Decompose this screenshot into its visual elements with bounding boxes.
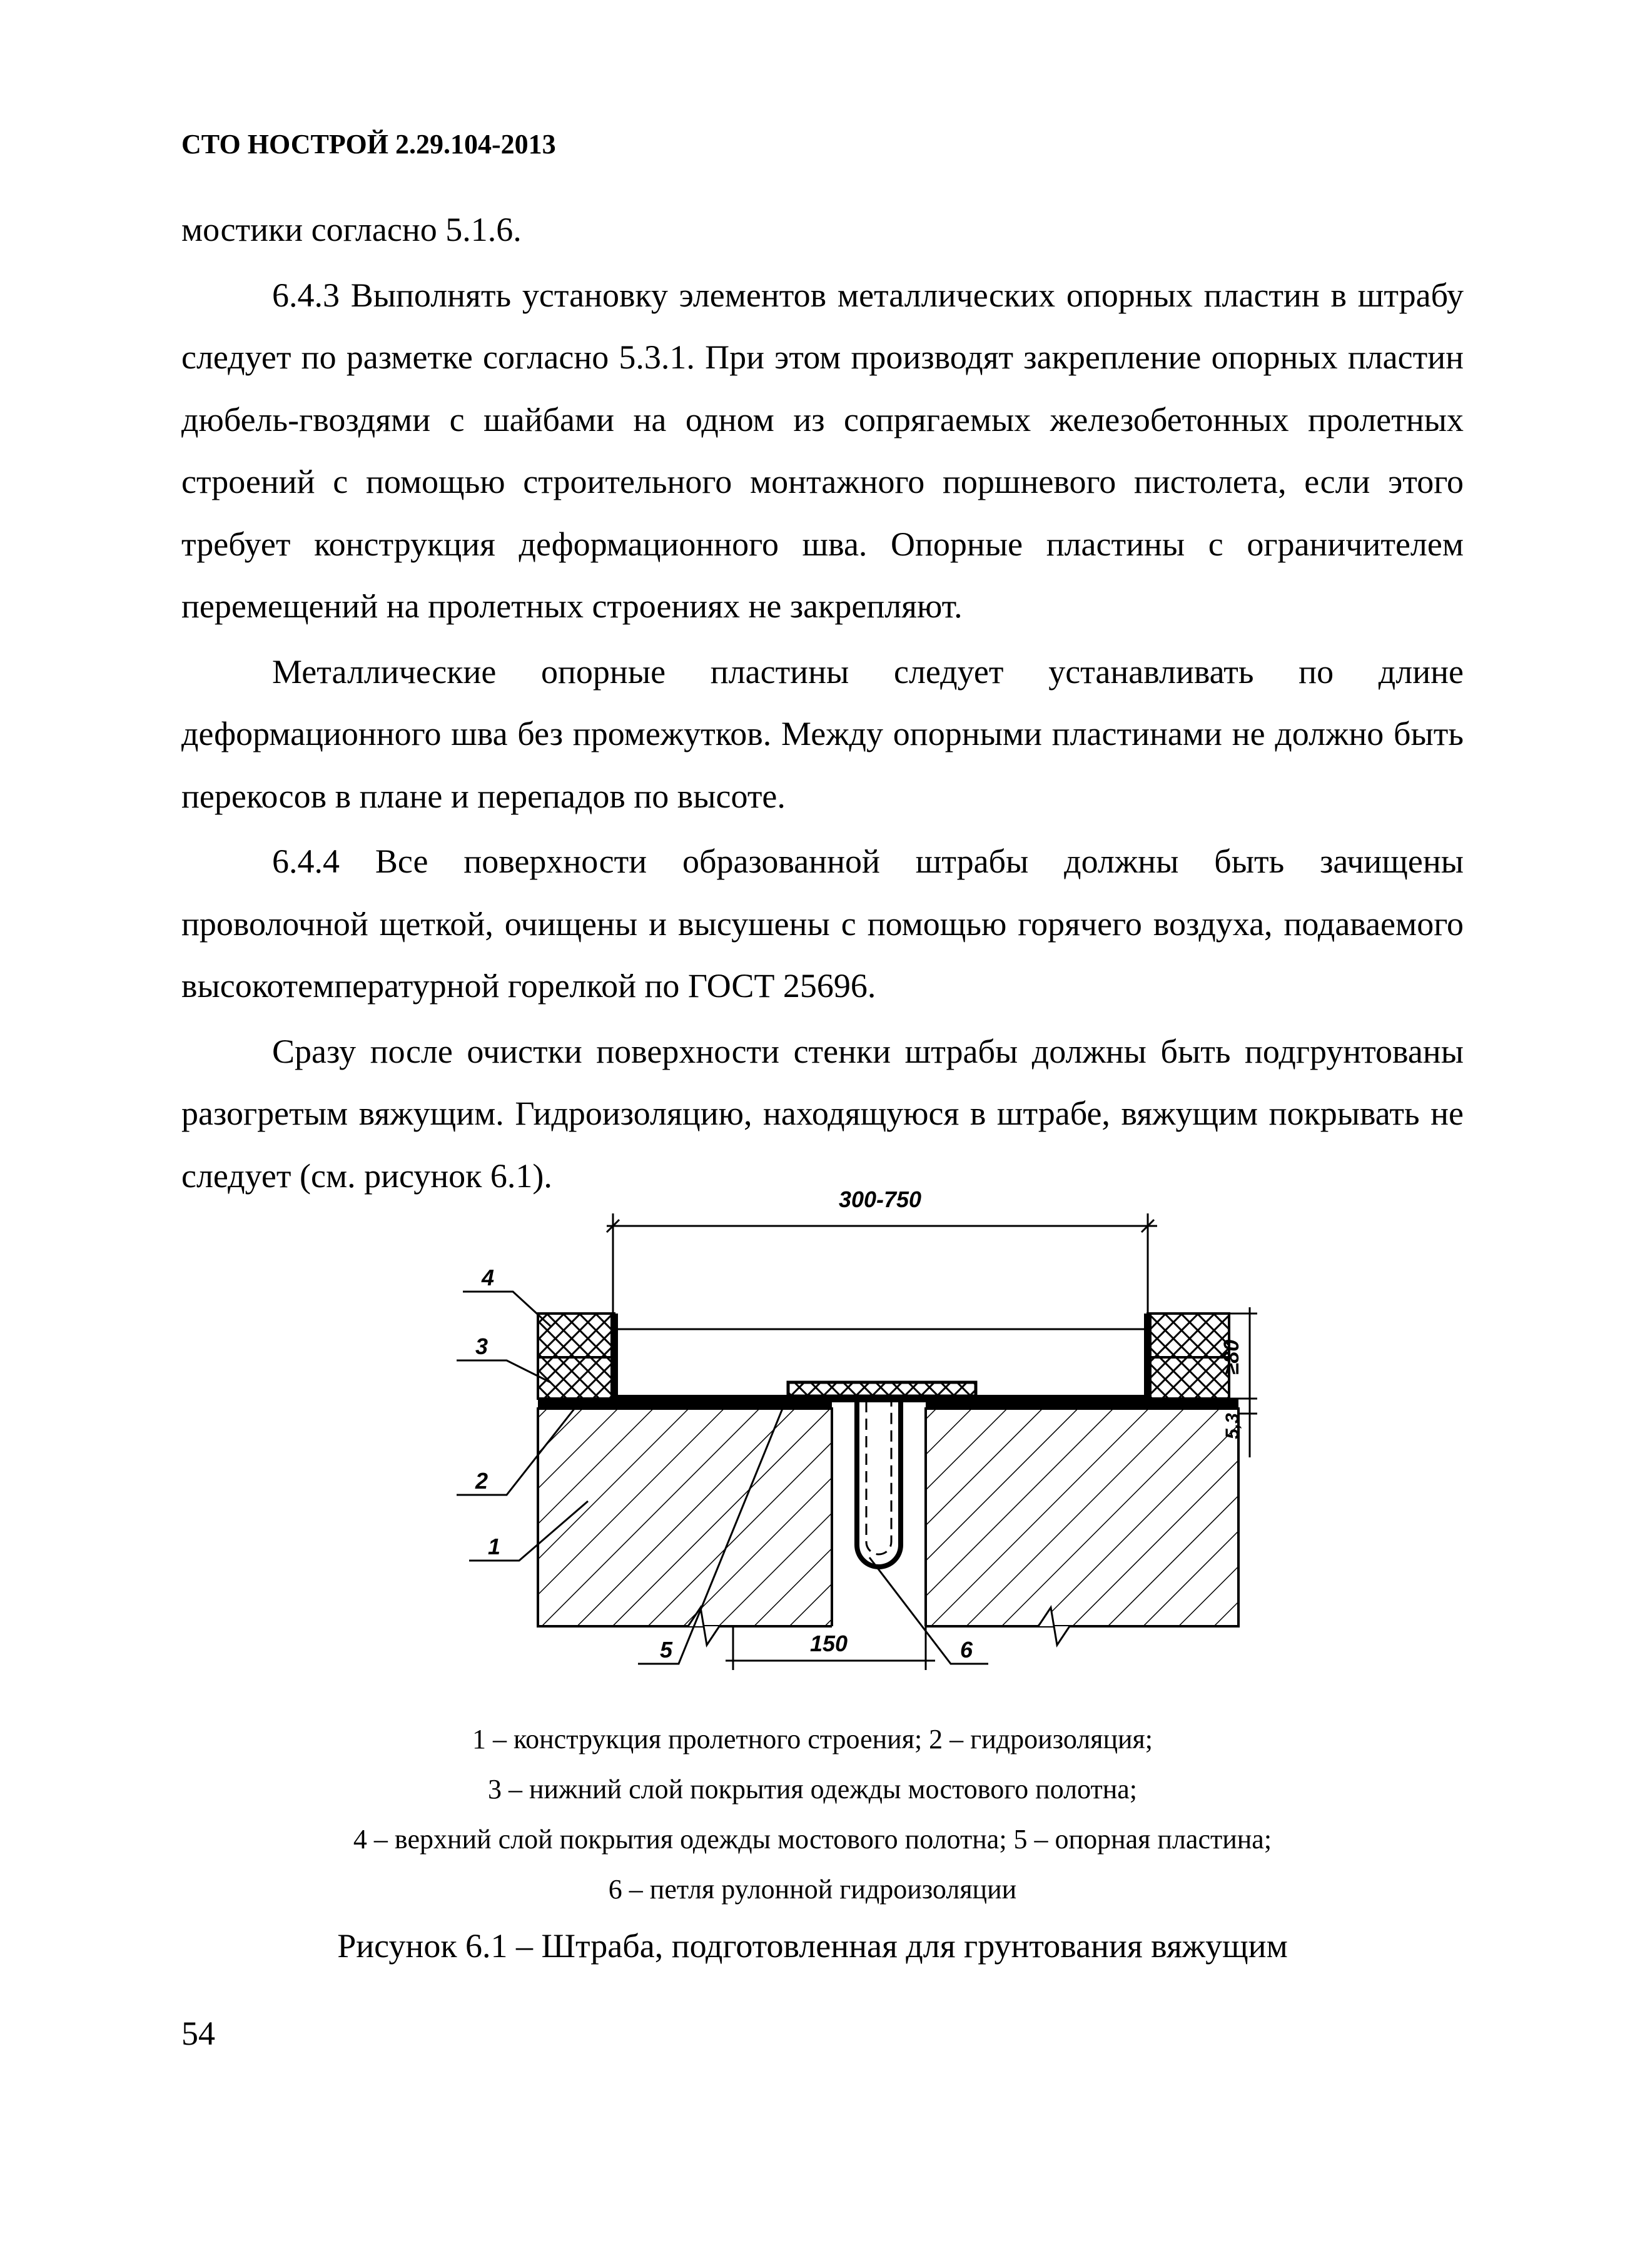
lower-pavement-layer-right [1148, 1357, 1229, 1399]
body-text [181, 199, 1464, 1207]
figure-title: Рисунок 6.1 – Штраба, подготовленная для грунтования вяжущим [337, 1927, 1288, 1965]
dimension-height: ≥80 [1220, 1339, 1243, 1375]
left-span-hatch [538, 1409, 832, 1626]
paragraph-6-4-4: 6.4.4 Все поверхности образованной штрабы должны быть зачищены проволочной щеткой, очищены и высушены с помощью горячего воздуха, подаваемого высокотемпературной горелкой по ГОСТ 25696. [181, 843, 1464, 1005]
label-4: 4 [482, 1265, 495, 1290]
support-plate [788, 1382, 976, 1396]
document-header: СТО НОСТРОЙ 2.29.104-2013 [181, 129, 556, 159]
label-3: 3 [475, 1334, 489, 1359]
paragraph-continuation: мостики согласно 5.1.6. [181, 211, 522, 248]
label-2: 2 [475, 1468, 489, 1494]
right-span-hatch [926, 1409, 1238, 1626]
legend-line-3: 4 – верхний слой покрытия одежды мостового полотна; 5 – опорная пластина; [353, 1824, 1272, 1855]
upper-pavement-layer-left [538, 1314, 614, 1357]
label-5: 5 [660, 1637, 673, 1663]
upper-pavement-layer-right [1148, 1314, 1229, 1357]
paragraph-priming: Сразу после очистки поверхности стенки штрабы должны быть подгрунтованы разогретым вяжущим. Гидроизоляцию, находящуюся в штрабе, вяжущим покрывать не следует (см. рисунок 6.1). [181, 1032, 1464, 1195]
dimension-top: 300-750 [838, 1187, 922, 1212]
dimension-bottom: 150 [809, 1631, 848, 1656]
lower-pavement-layer-left [538, 1357, 614, 1399]
label-1: 1 [488, 1534, 501, 1559]
paragraph-6-4-3: 6.4.3 Выполнять установку элементов металлических опорных пластин в штрабу следует по разметке согласно 5.3.1. При этом производят закрепление опорных пластин дюбель-гвоздями с шайбами на одном из сопрягаемых железобетонных пролетных строений с помощью строительного монтажного поршневого пистолета, если этого требует конструкция деформационного шва. Опорные пластины с ограничителем перемещений на пролетных строениях не закрепляют. [181, 276, 1464, 625]
legend-line-1: 1 – конструкция пролетного строения; 2 – гидроизоляция; [472, 1724, 1153, 1754]
paragraph-metal-plates: Металлические опорные пластины следует устанавливать по длине деформационного шва без промежутков. Между опорными пластинами не должно быть перекосов в плане и перепадов по высоте. [181, 652, 1464, 815]
figure-6-1-drawing [425, 1176, 1243, 1689]
legend-line-4: 6 – петля рулонной гидроизоляции [608, 1874, 1017, 1905]
legend-line-2: 3 – нижний слой покрытия одежды мостового полотна; [487, 1774, 1138, 1805]
page-number: 54 [181, 2015, 215, 2052]
label-6: 6 [960, 1637, 973, 1663]
dimension-small: 5,3 [1222, 1413, 1243, 1439]
